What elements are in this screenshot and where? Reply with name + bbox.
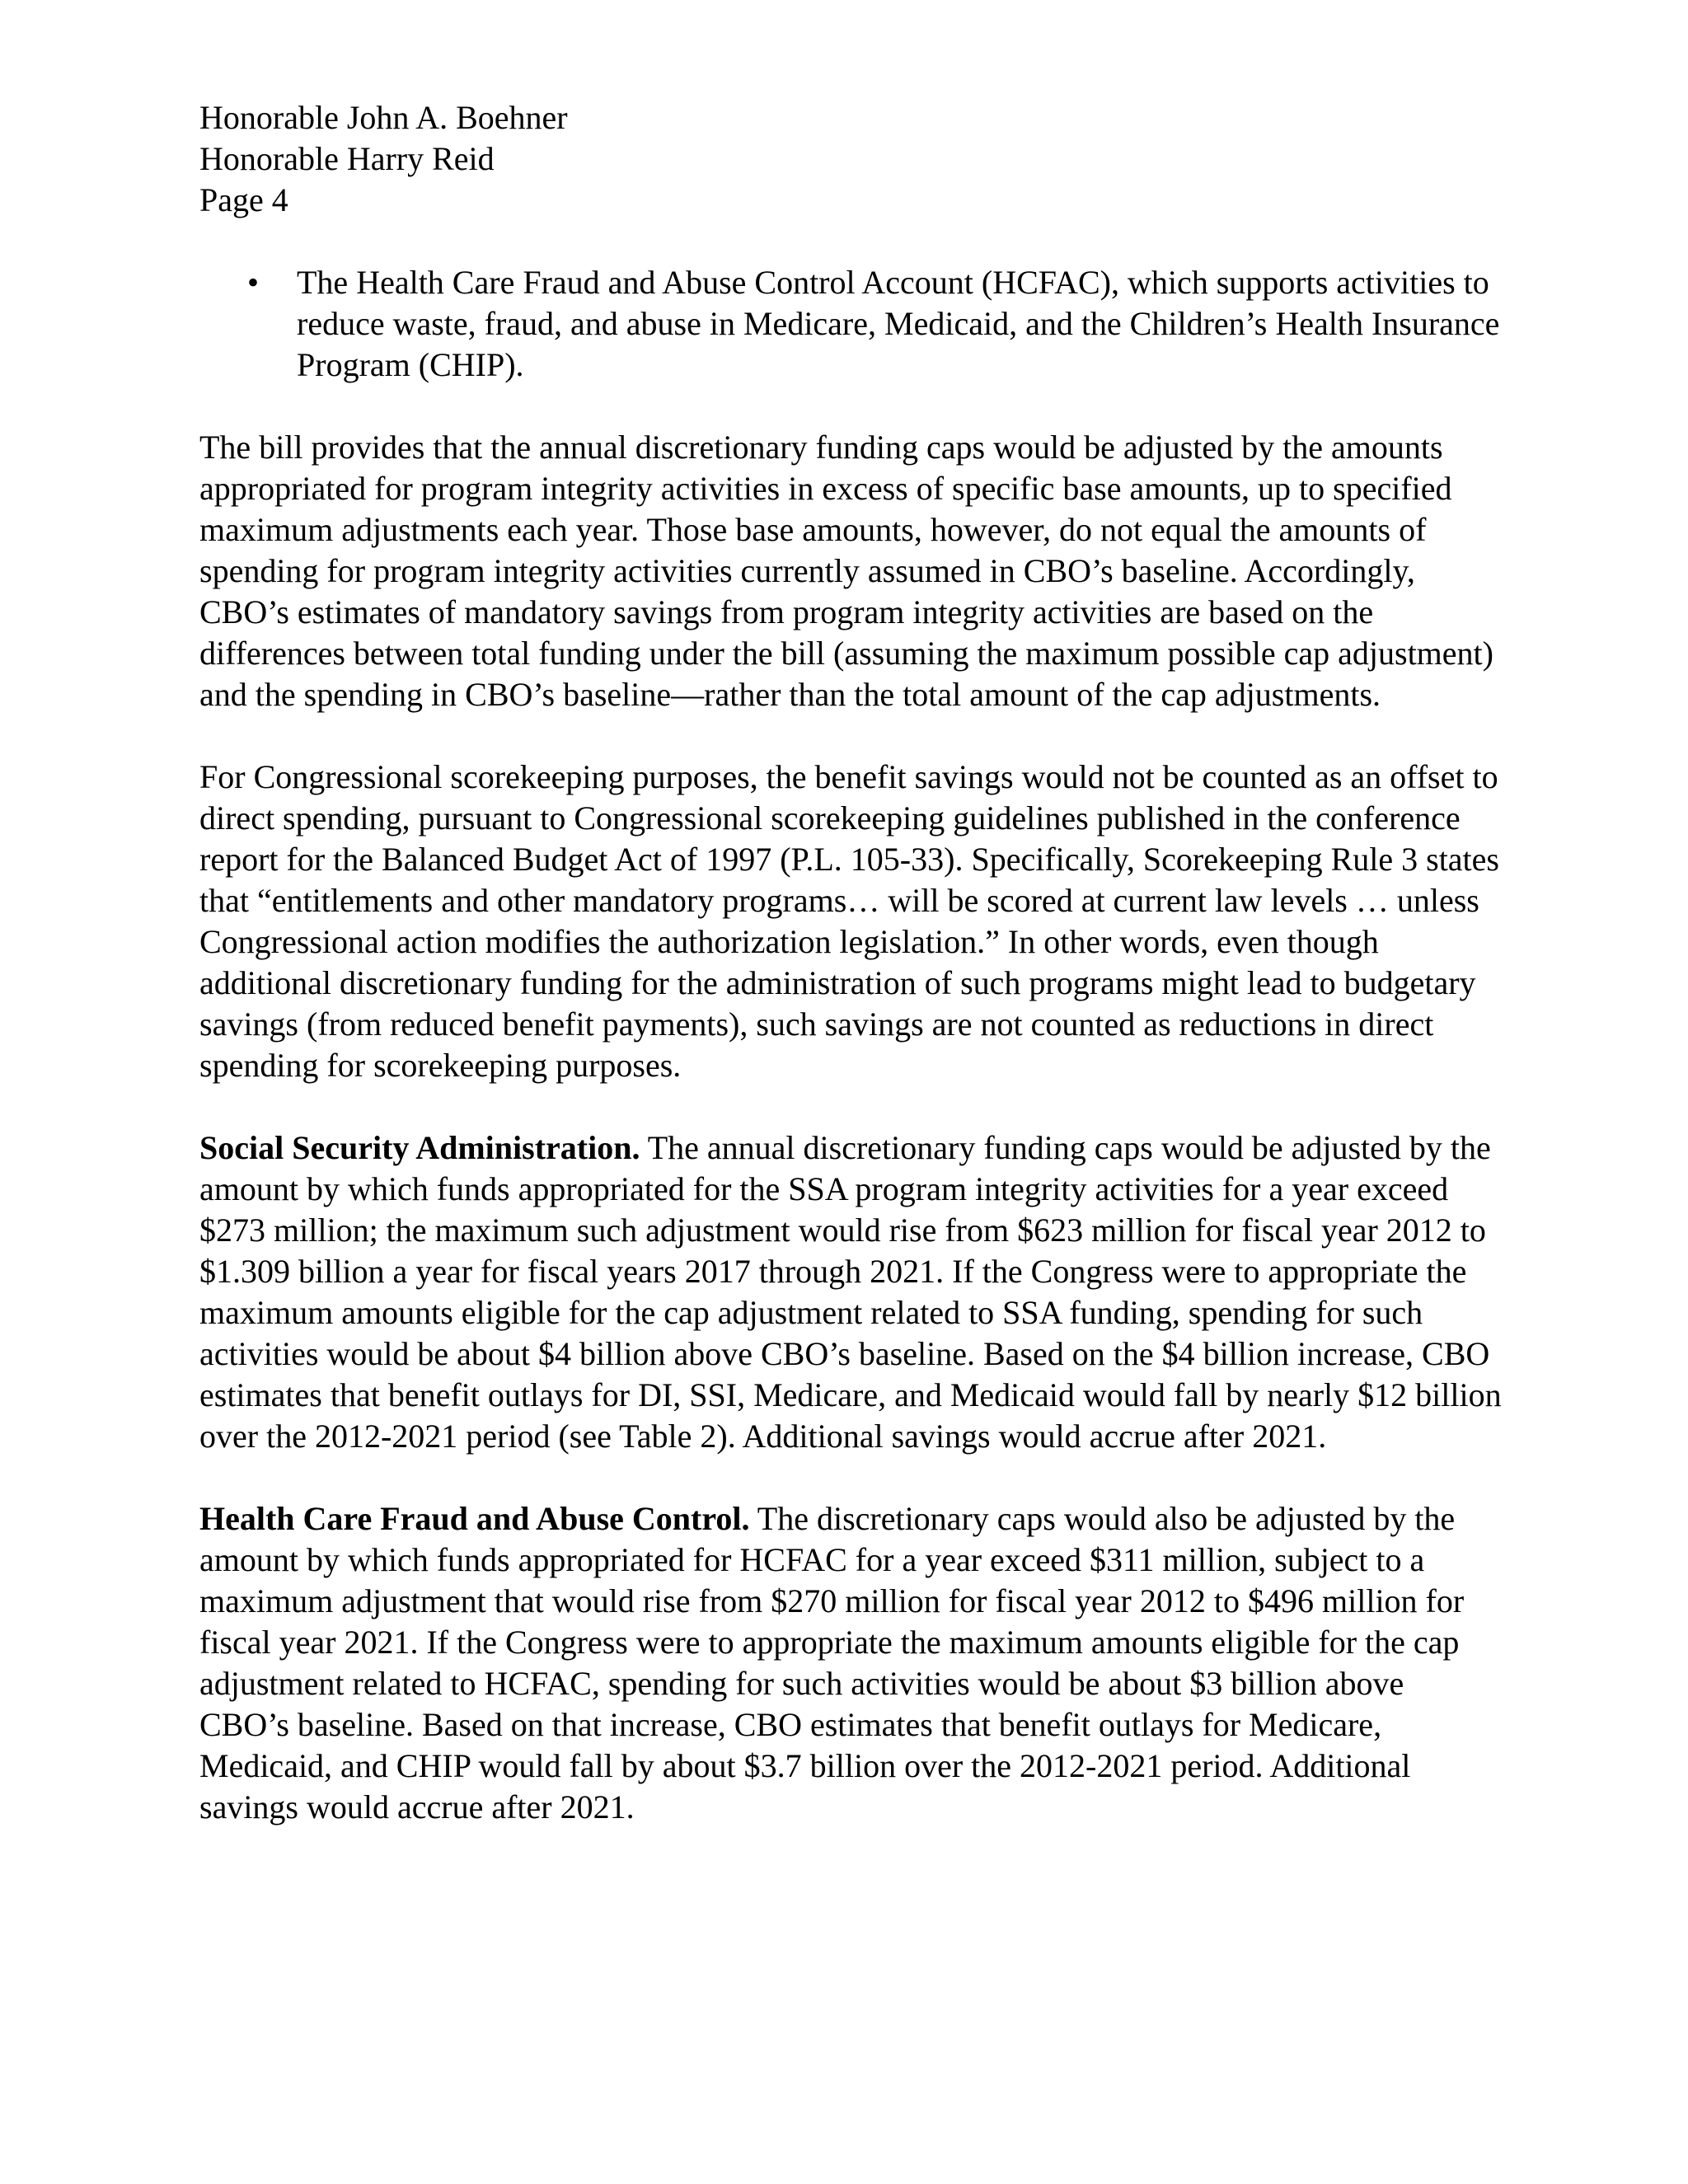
bullet-dot-icon: • xyxy=(247,264,260,301)
ssa-heading: Social Security Administration. xyxy=(199,1129,640,1166)
hcfac-heading: Health Care Fraud and Abuse Control. xyxy=(199,1500,750,1537)
letter-header xyxy=(199,97,1502,221)
page-number: Page 4 xyxy=(199,181,288,218)
bullet-list xyxy=(199,262,1502,386)
bullet-text: The Health Care Fraud and Abuse Control Account (HCFAC), which supports activities to reduce waste, fraud, and abuse in Medicare, Medicaid, and the Children’s Health Insurance Program (CHIP). xyxy=(297,264,1500,383)
paragraph-scorekeeping: For Congressional scorekeeping purposes, the benefit savings would not be counted as an offset to direct spending, pursuant to Congressional scorekeeping guidelines published in the conference report for the Balanced Budget Act of 1997 (P.L. 105-33). Specifically, Scorekeeping Rule 3 states that “entitlements and other mandatory programs… will be scored at current law levels … unless Congressional action modifies the authorization legislation.” In other words, even though additional discretionary funding for the administration of such programs might lead to budgetary savings (from reduced benefit payments), such savings are not counted as reductions in direct spending for scorekeeping purposes. xyxy=(199,758,1499,1084)
paragraph-hcfac xyxy=(199,1498,1502,1828)
addressee-boehner: Honorable John A. Boehner xyxy=(199,99,568,136)
hcfac-body: The discretionary caps would also be adjusted by the amount by which funds appropriated for HCFAC for a year exceed $311 million, subject to a maximum adjustment that would rise from $270 million for fiscal year 2012 to $496 million for fiscal year 2021. If the Congress were to appropriate the maximum amounts eligible for the cap adjustment related to HCFAC, spending for such activities would be about $3 billion above CBO’s baseline. Based on that increase, CBO estimates that benefit outlays for Medicare, Medicaid, and CHIP would fall by about $3.7 billion over the 2012-2021 period. Additional savings would accrue after 2021. xyxy=(199,1500,1465,1825)
bullet-item-hcfac xyxy=(199,262,1502,386)
document-body xyxy=(199,97,1502,1828)
addressee-reid: Honorable Harry Reid xyxy=(199,140,495,177)
paragraph-ssa xyxy=(199,1127,1502,1457)
paragraph-cap-adjustments: The bill provides that the annual discretionary funding caps would be adjusted by the amounts appropriated for program integrity activities in excess of specific base amounts, up to specified maximum adjustments each year. Those base amounts, however, do not equal the amounts of spending for program integrity activities currently assumed in CBO’s baseline. Accordingly, CBO’s estimates of mandatory savings from program integrity activities are based on the differences between total funding under the bill (assuming the maximum possible cap adjustment) and the spending in CBO’s baseline—rather than the total amount of the cap adjustments. xyxy=(199,429,1493,713)
ssa-body: The annual discretionary funding caps would be adjusted by the amount by which funds appropriated for the SSA program integrity activities for a year exceed $273 million; the maximum such adjustment would rise from $623 million for fiscal year 2012 to $1.309 billion a year for fiscal years 2017 through 2021. If the Congress were to appropriate the maximum amounts eligible for the cap adjustment related to SSA funding, spending for such activities would be about $4 billion above CBO’s baseline. Based on the $4 billion increase, CBO estimates that benefit outlays for DI, SSI, Medicare, and Medicaid would fall by nearly $12 billion over the 2012-2021 period (see Table 2). Additional savings would accrue after 2021. xyxy=(199,1129,1502,1455)
